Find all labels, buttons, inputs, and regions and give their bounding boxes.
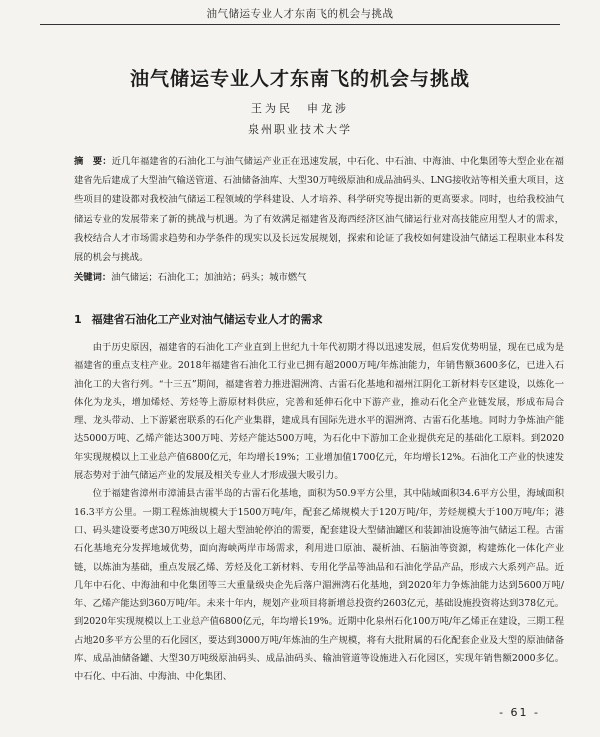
abstract: [74, 152, 564, 267]
body-paragraph: 位于福建省漳州市漳浦县古雷半岛的古雷石化基地，面积为50.9平方公里，其中陆域面积34.6平方公里，海域面积16.3平方公里。一期工程炼油规模大于1500万吨/年，配套乙烯规模大于120万吨/年，芳烃规模大于100万吨/年；港口、码头建设要考虑30万吨级以上超大型油轮停泊的需要，配套建设大型储油罐区和装卸油设施等油气储运工程。古雷石化基地充分发挥地域优势，面向海峡两岸市场需求，利用进口原油、凝析油、石脑油等资源，构建炼化一体化产业链，以炼油为基础，重点发展乙烯、芳烃及化工新材料、专用化学品等油品和石油化学品产品，形成六大系列产品。近几年中石化、中海油和中化集团等三大重量级央企先后落户湄洲湾石化基地，到2020年力争炼油能力达到5600万吨/年、乙烯产能达到360万吨/年。未来十年内，规划产业项目将新增总投资约2603亿元，基础设施投资将达到378亿元。到2020年实现规模以上工业总产值6800亿元，年均增长19%。近期中化泉州石化100万吨/年乙烯正在建设，三期工程占地20多平方公里的石化园区，要达到3000万吨/年炼油的生产规模，将有大批附属的石化配套企业及大型的原油储备库、成品油储备罐、大型30万吨级原油码头、成品油码头、输油管道等设施进入石化园区，实现年销售额2000多亿。中石化、中石油、中海油、中化集团、: [74, 488, 564, 683]
body-text: [74, 339, 564, 687]
section-title: 福建省石油化工产业对油气储运专业人才的需求: [91, 313, 323, 326]
authors: 王为民 申龙涉: [251, 102, 349, 115]
affiliation: 泉州职业技术大学: [248, 123, 352, 136]
keywords: [74, 270, 564, 285]
running-head: 油气储运专业人才东南飞的机会与挑战: [206, 8, 394, 20]
article-title: 油气储运专业人才东南飞的机会与挑战: [129, 68, 470, 90]
keywords-text: 油气储运；石油化工；加油站；码头；城市燃气: [111, 272, 307, 283]
page-number: - 61 -: [499, 706, 540, 719]
abstract-label: 摘 要：: [74, 156, 112, 167]
header-rule: [40, 24, 560, 25]
keywords-label: 关键词：: [74, 272, 112, 283]
body-paragraph: 由于历史原因，福建省的石油化工产业直到上世纪九十年代初期才得以迅速发展，但后发优势明显，现在已成为是福建省的重点支柱产业。2018年福建省石油化工行业已拥有超2000万吨/年炼油能力，年销售额3600多亿，已进入石油化工的大省行列。“十三五”期间，福建省着力推进湄洲湾、古雷石化基地和福州江阴化工新材料专区建设，以炼化一体化为龙头，增加烯烃、芳烃等上游原材料供应，完善和延伸石化中下游产业，推动石化全产业链发展，形成布局合理、龙头带动、上下游紧密联系的石化产业集群，建成具有国际先进水平的湄洲湾、古雷石化基地。同时力争炼油产能达5000万吨、乙烯产能达300万吨、芳烃产能达500万吨，为石化中下游加工企业提供充足的基础化工原料。到2020年实现规模以上工业总产值6800亿元，年均增长19%；工业增加值1700亿元，年均增长12%。石油化工产业的快速发展态势对于油气储运产业的发展及相关专业人才形成强大吸引力。: [74, 342, 564, 482]
abstract-text: 近几年福建省的石油化工与油气储运产业正在迅速发展，中石化、中石油、中海油、中化集团等大型企业在福建省先后建成了大型油气输送管道、石油储备油库、大型30万吨级原油和成品油码头、LNG接收站等相关重大项目，这些项目的建设都对我校油气储运工程领域的学科建设、人才培养、科学研究等提出新的更高要求。同时，也给我校油气储运专业的发展带来了新的挑战与机遇。为了有效满足福建省及海西经济区油气储运行业对高技能应用型人才的需求，我校结合人才市场需求趋势和办学条件的现实以及长远发展规划，探索和论证了我校如何建设油气储运工程职业本科发展的机会与挑战。: [74, 156, 564, 264]
section-heading: [74, 312, 564, 328]
section-number: 1: [74, 313, 82, 326]
